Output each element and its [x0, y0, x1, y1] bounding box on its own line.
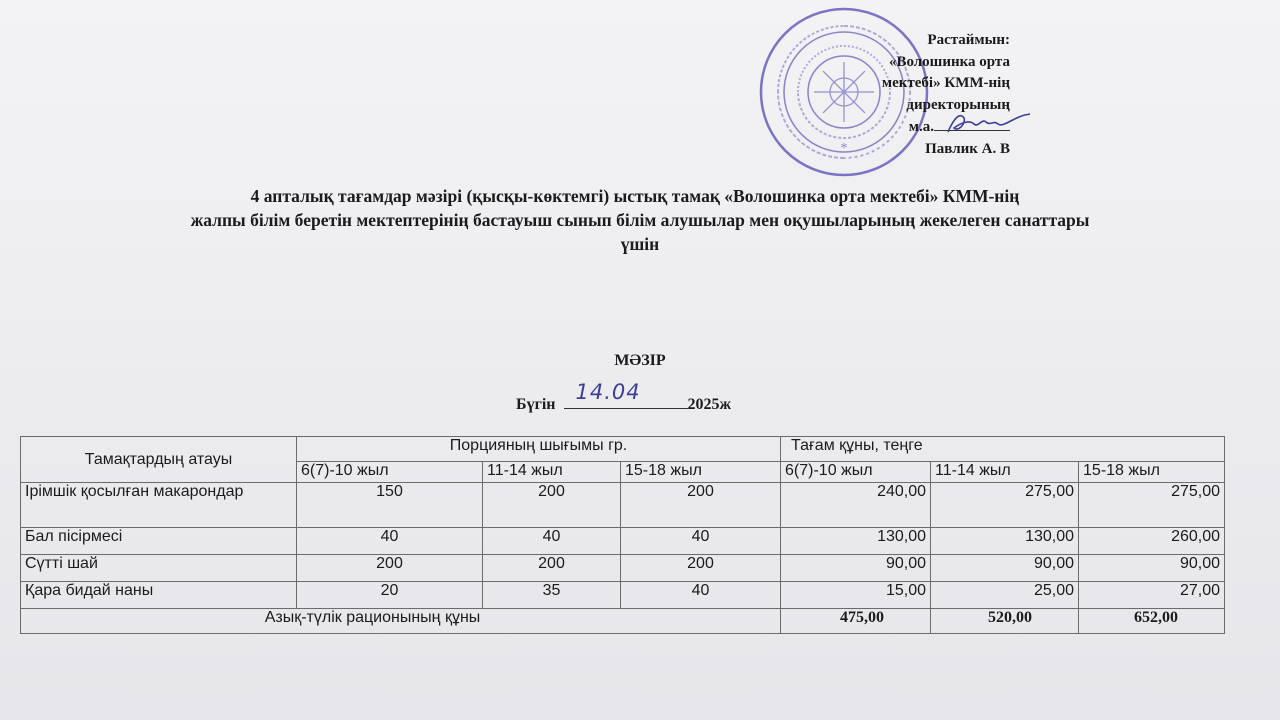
approval-org: мектебі» КММ-нің: [881, 75, 1010, 91]
approval-signer: Павлик А. В: [925, 140, 1010, 157]
total-cost-cell: 475,00: [781, 609, 931, 634]
portion-cell: 35: [483, 582, 621, 609]
portion-cell: 200: [297, 555, 483, 582]
total-cost-cell: 520,00: [931, 609, 1079, 634]
date-label: Бүгін: [516, 396, 556, 413]
approval-block: [840, 30, 1010, 160]
approval-acting-label: м.а.: [908, 119, 934, 135]
portion-cell: 40: [621, 528, 781, 555]
dish-name: Қара бидай наны: [21, 582, 297, 609]
dish-name: Бал пісірмесі: [21, 528, 297, 555]
handwritten-date: 14.04: [575, 380, 641, 404]
header-portion: Порцияның шығымы гр.: [297, 437, 781, 462]
portion-cell: 20: [297, 582, 483, 609]
menu-table: [20, 436, 1225, 634]
portion-cell: 200: [483, 483, 621, 528]
portion-cell: 40: [621, 582, 781, 609]
header-cost: Тағам құны, теңге: [781, 437, 1225, 462]
dish-name: Ірімшік қосылған макарондар: [21, 483, 297, 528]
table-row: [21, 555, 1225, 582]
total-row: [21, 609, 1225, 634]
date-row: [516, 380, 732, 414]
portion-cell: 200: [483, 555, 621, 582]
table-row: [21, 483, 1225, 528]
approval-position: директорының: [906, 96, 1010, 113]
portion-cell: 40: [483, 528, 621, 555]
cost-cell: 25,00: [931, 582, 1079, 609]
age-group-cell: 11-14 жыл: [483, 462, 621, 483]
cost-cell: 27,00: [1079, 582, 1225, 609]
portion-cell: 40: [297, 528, 483, 555]
total-cost-cell: 652,00: [1079, 609, 1225, 634]
cost-cell: 130,00: [931, 528, 1079, 555]
cost-cell: 275,00: [931, 483, 1079, 528]
table-header-row: [21, 437, 1225, 462]
svg-text:*: *: [840, 141, 848, 156]
table-row: [21, 582, 1225, 609]
menu-title: МӘЗІР: [614, 352, 666, 369]
dish-name: Сүтті шай: [21, 555, 297, 582]
header-dish-name: Тамақтардың атауы: [21, 437, 297, 483]
cost-cell: 240,00: [781, 483, 931, 528]
cost-cell: 90,00: [1079, 555, 1225, 582]
age-group-cell: 6(7)-10 жыл: [781, 462, 931, 483]
cost-cell: 15,00: [781, 582, 931, 609]
date-year: 2025ж: [687, 396, 732, 413]
heading-line-2: жалпы білім беретін мектептерінің бастауыш сынып білім алушылар мен оқушыларының жекелеген санаттары: [190, 210, 1090, 230]
document-heading: [0, 184, 1280, 256]
table-row: [21, 528, 1225, 555]
portion-cell: 200: [621, 483, 781, 528]
cost-cell: 260,00: [1079, 528, 1225, 555]
approval-school: «Волошинка орта: [888, 53, 1010, 70]
cost-cell: 90,00: [931, 555, 1079, 582]
date-blank: [564, 380, 688, 409]
heading-line-1: 4 апталық тағамдар мәзірі (қысқы-көктемгі) ыстық тамақ «Волошинка орта мектебі» КММ-нің: [250, 186, 1020, 206]
approval-title: Растаймын:: [927, 32, 1010, 48]
portion-cell: 150: [297, 483, 483, 528]
age-group-cell: 6(7)-10 жыл: [297, 462, 483, 483]
handwritten-signature: [944, 108, 1034, 138]
cost-cell: 90,00: [781, 555, 931, 582]
heading-line-3: үшін: [620, 234, 660, 254]
age-group-cell: 15-18 жыл: [1079, 462, 1225, 483]
age-group-cell: 15-18 жыл: [621, 462, 781, 483]
portion-cell: 200: [621, 555, 781, 582]
cost-cell: 130,00: [781, 528, 931, 555]
cost-cell: 275,00: [1079, 483, 1225, 528]
age-group-cell: 11-14 жыл: [931, 462, 1079, 483]
total-label: Азық-түлік рационының құны: [21, 609, 781, 634]
